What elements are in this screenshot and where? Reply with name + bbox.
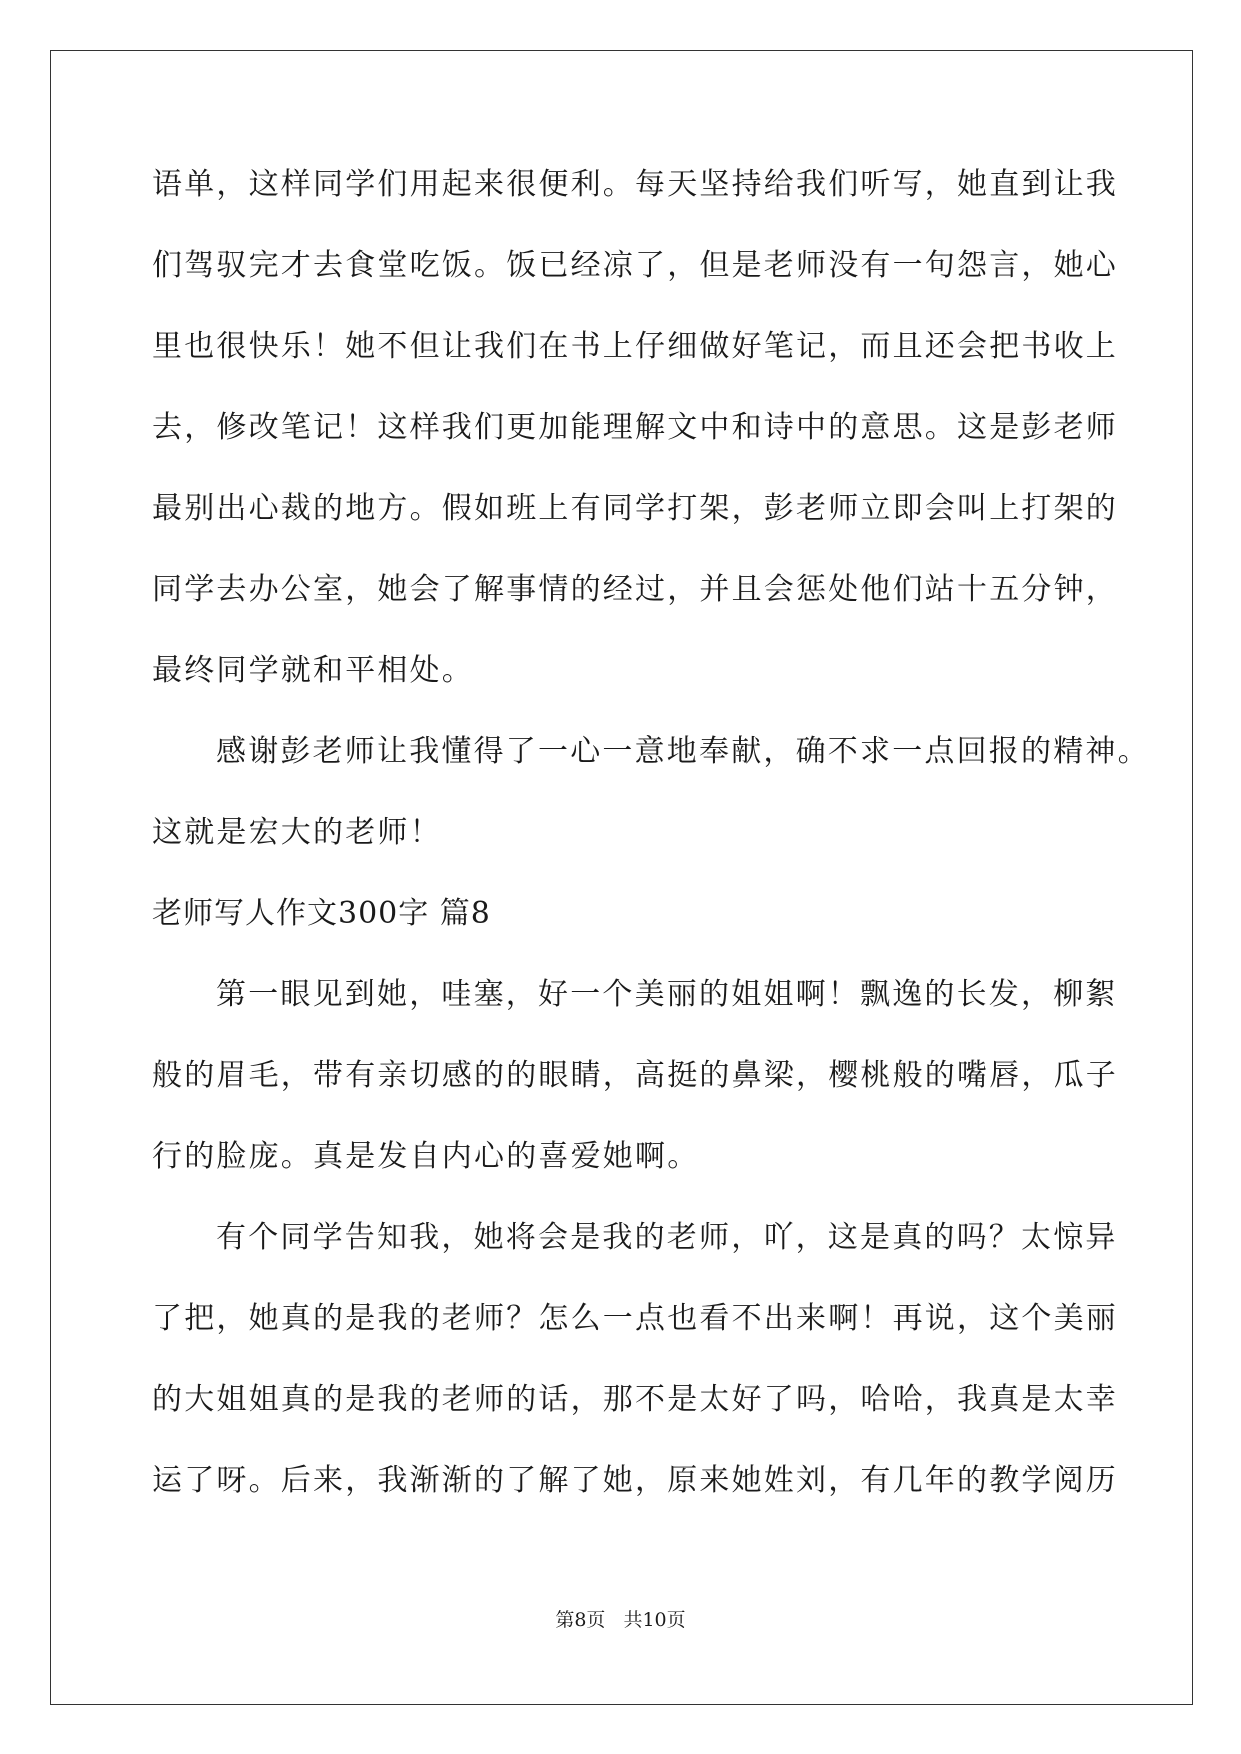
document-body (152, 160, 1150, 1537)
text-line: 了把，她真的是我的老师？怎么一点也看不出来啊！再说，这个美丽 (152, 1301, 1118, 1336)
text-line: 的大姐姐真的是我的老师的话，那不是太好了吗，哈哈，我真是太幸 (152, 1382, 1118, 1417)
text-line: 最终同学就和平相处。 (152, 653, 474, 688)
page-total: 共10页 (623, 1609, 686, 1631)
text-line: 语单，这样同学们用起来很便利。每天坚持给我们听写，她直到让我 (152, 167, 1118, 202)
text-line: 这就是宏大的老师！ (152, 815, 442, 850)
text-line: 们驾驭完才去食堂吃饭。饭已经凉了，但是老师没有一句怨言，她心 (152, 248, 1118, 283)
text-line: 运了呀。后来，我渐渐的了解了她，原来她姓刘，有几年的教学阅历 (152, 1463, 1118, 1498)
text-line: 最别出心裁的地方。假如班上有同学打架，彭老师立即会叫上打架的 (152, 491, 1118, 526)
text-line: 同学去办公室，她会了解事情的经过，并且会惩处他们站十五分钟， (152, 572, 1118, 607)
paragraph-start-line: 有个同学告知我，她将会是我的老师，吖，这是真的吗？太惊异 (216, 1220, 1118, 1255)
page-number: 第8页 (555, 1609, 606, 1631)
paragraph-start-line: 第一眼见到她，哇塞，好一个美丽的姐姐啊！飘逸的长发，柳絮 (216, 977, 1118, 1012)
text-line: 去，修改笔记！这样我们更加能理解文中和诗中的意思。这是彭老师 (152, 410, 1118, 445)
text-line: 里也很快乐！她不但让我们在书上仔细做好笔记，而且还会把书收上 (152, 329, 1118, 364)
text-line: 般的眉毛，带有亲切感的的眼睛，高挺的鼻梁，樱桃般的嘴唇，瓜子 (152, 1058, 1118, 1093)
text-line: 行的脸庞。真是发自内心的喜爱她啊。 (152, 1139, 700, 1174)
page-footer (0, 1605, 1241, 1632)
paragraph-start-line: 感谢彭老师让我懂得了一心一意地奉献，确不求一点回报的精神。 (216, 734, 1150, 769)
section-heading: 老师写人作文300字 篇8 (152, 896, 491, 931)
